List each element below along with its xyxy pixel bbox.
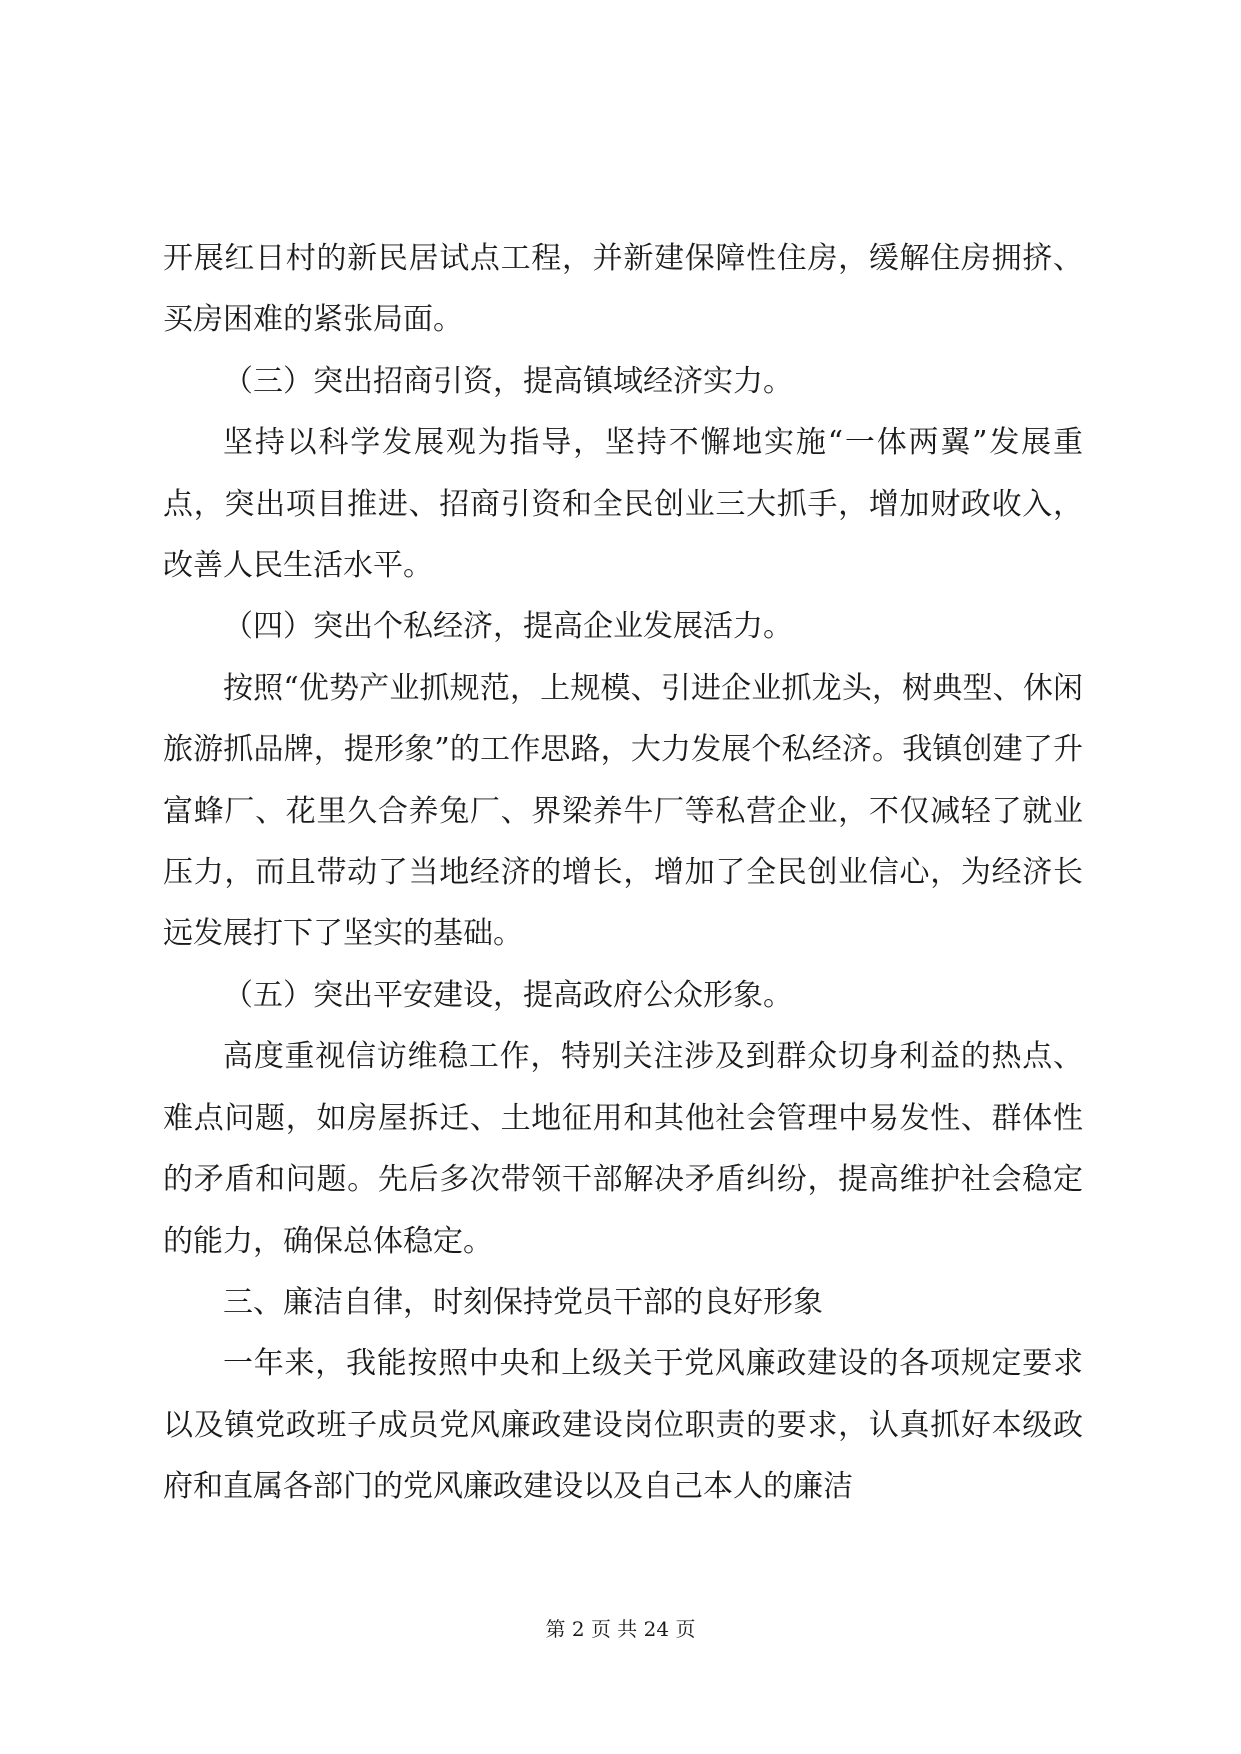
chapter-heading-3: 三、廉洁自律，时刻保持党员干部的良好形象 — [223, 1284, 823, 1320]
document-body — [163, 228, 1083, 1518]
paragraph-1: 开展红日村的新民居试点工程，并新建保障性住房，缓解住房拥挤、买房困难的紧张局面。 — [163, 241, 1083, 338]
section-heading-5: （五）突出平安建设，提高政府公众形象。 — [223, 977, 793, 1013]
paragraph-5: 一年来，我能按照中央和上级关于党风廉政建设的各项规定要求以及镇党政班子成员党风廉政建设岗位职责的要求，认真抓好本级政府和直属各部门的党风廉政建设以及自己本人的廉洁 — [163, 1346, 1083, 1505]
paragraph-2: 坚持以科学发展观为指导，坚持不懈地实施“一体两翼”发展重点，突出项目推进、招商引资和全民创业三大抓手，增加财政收入，改善人民生活水平。 — [163, 425, 1083, 584]
section-heading-3: （三）突出招商引资，提高镇域经济实力。 — [223, 363, 793, 399]
paragraph-3: 按照“优势产业抓规范，上规模、引进企业抓龙头，树典型、休闲旅游抓品牌，提形象”的工作思路，大力发展个私经济。我镇创建了升富蜂厂、花里久合养兔厂、界梁养牛厂等私营企业，不仅减轻了就业压力，而且带动了当地经济的增长，增加了全民创业信心，为经济长远发展打下了坚实的基础。 — [163, 670, 1083, 952]
paragraph-4: 高度重视信访维稳工作，特别关注涉及到群众切身利益的热点、难点问题，如房屋拆迁、土地征用和其他社会管理中易发性、群体性的矛盾和问题。先后多次带领干部解决矛盾纠纷，提高维护社会稳定的能力，确保总体稳定。 — [163, 1039, 1083, 1259]
page-number-footer: 第 2 页 共 24 页 — [545, 1617, 696, 1641]
section-heading-4: （四）突出个私经济，提高企业发展活力。 — [223, 609, 793, 645]
